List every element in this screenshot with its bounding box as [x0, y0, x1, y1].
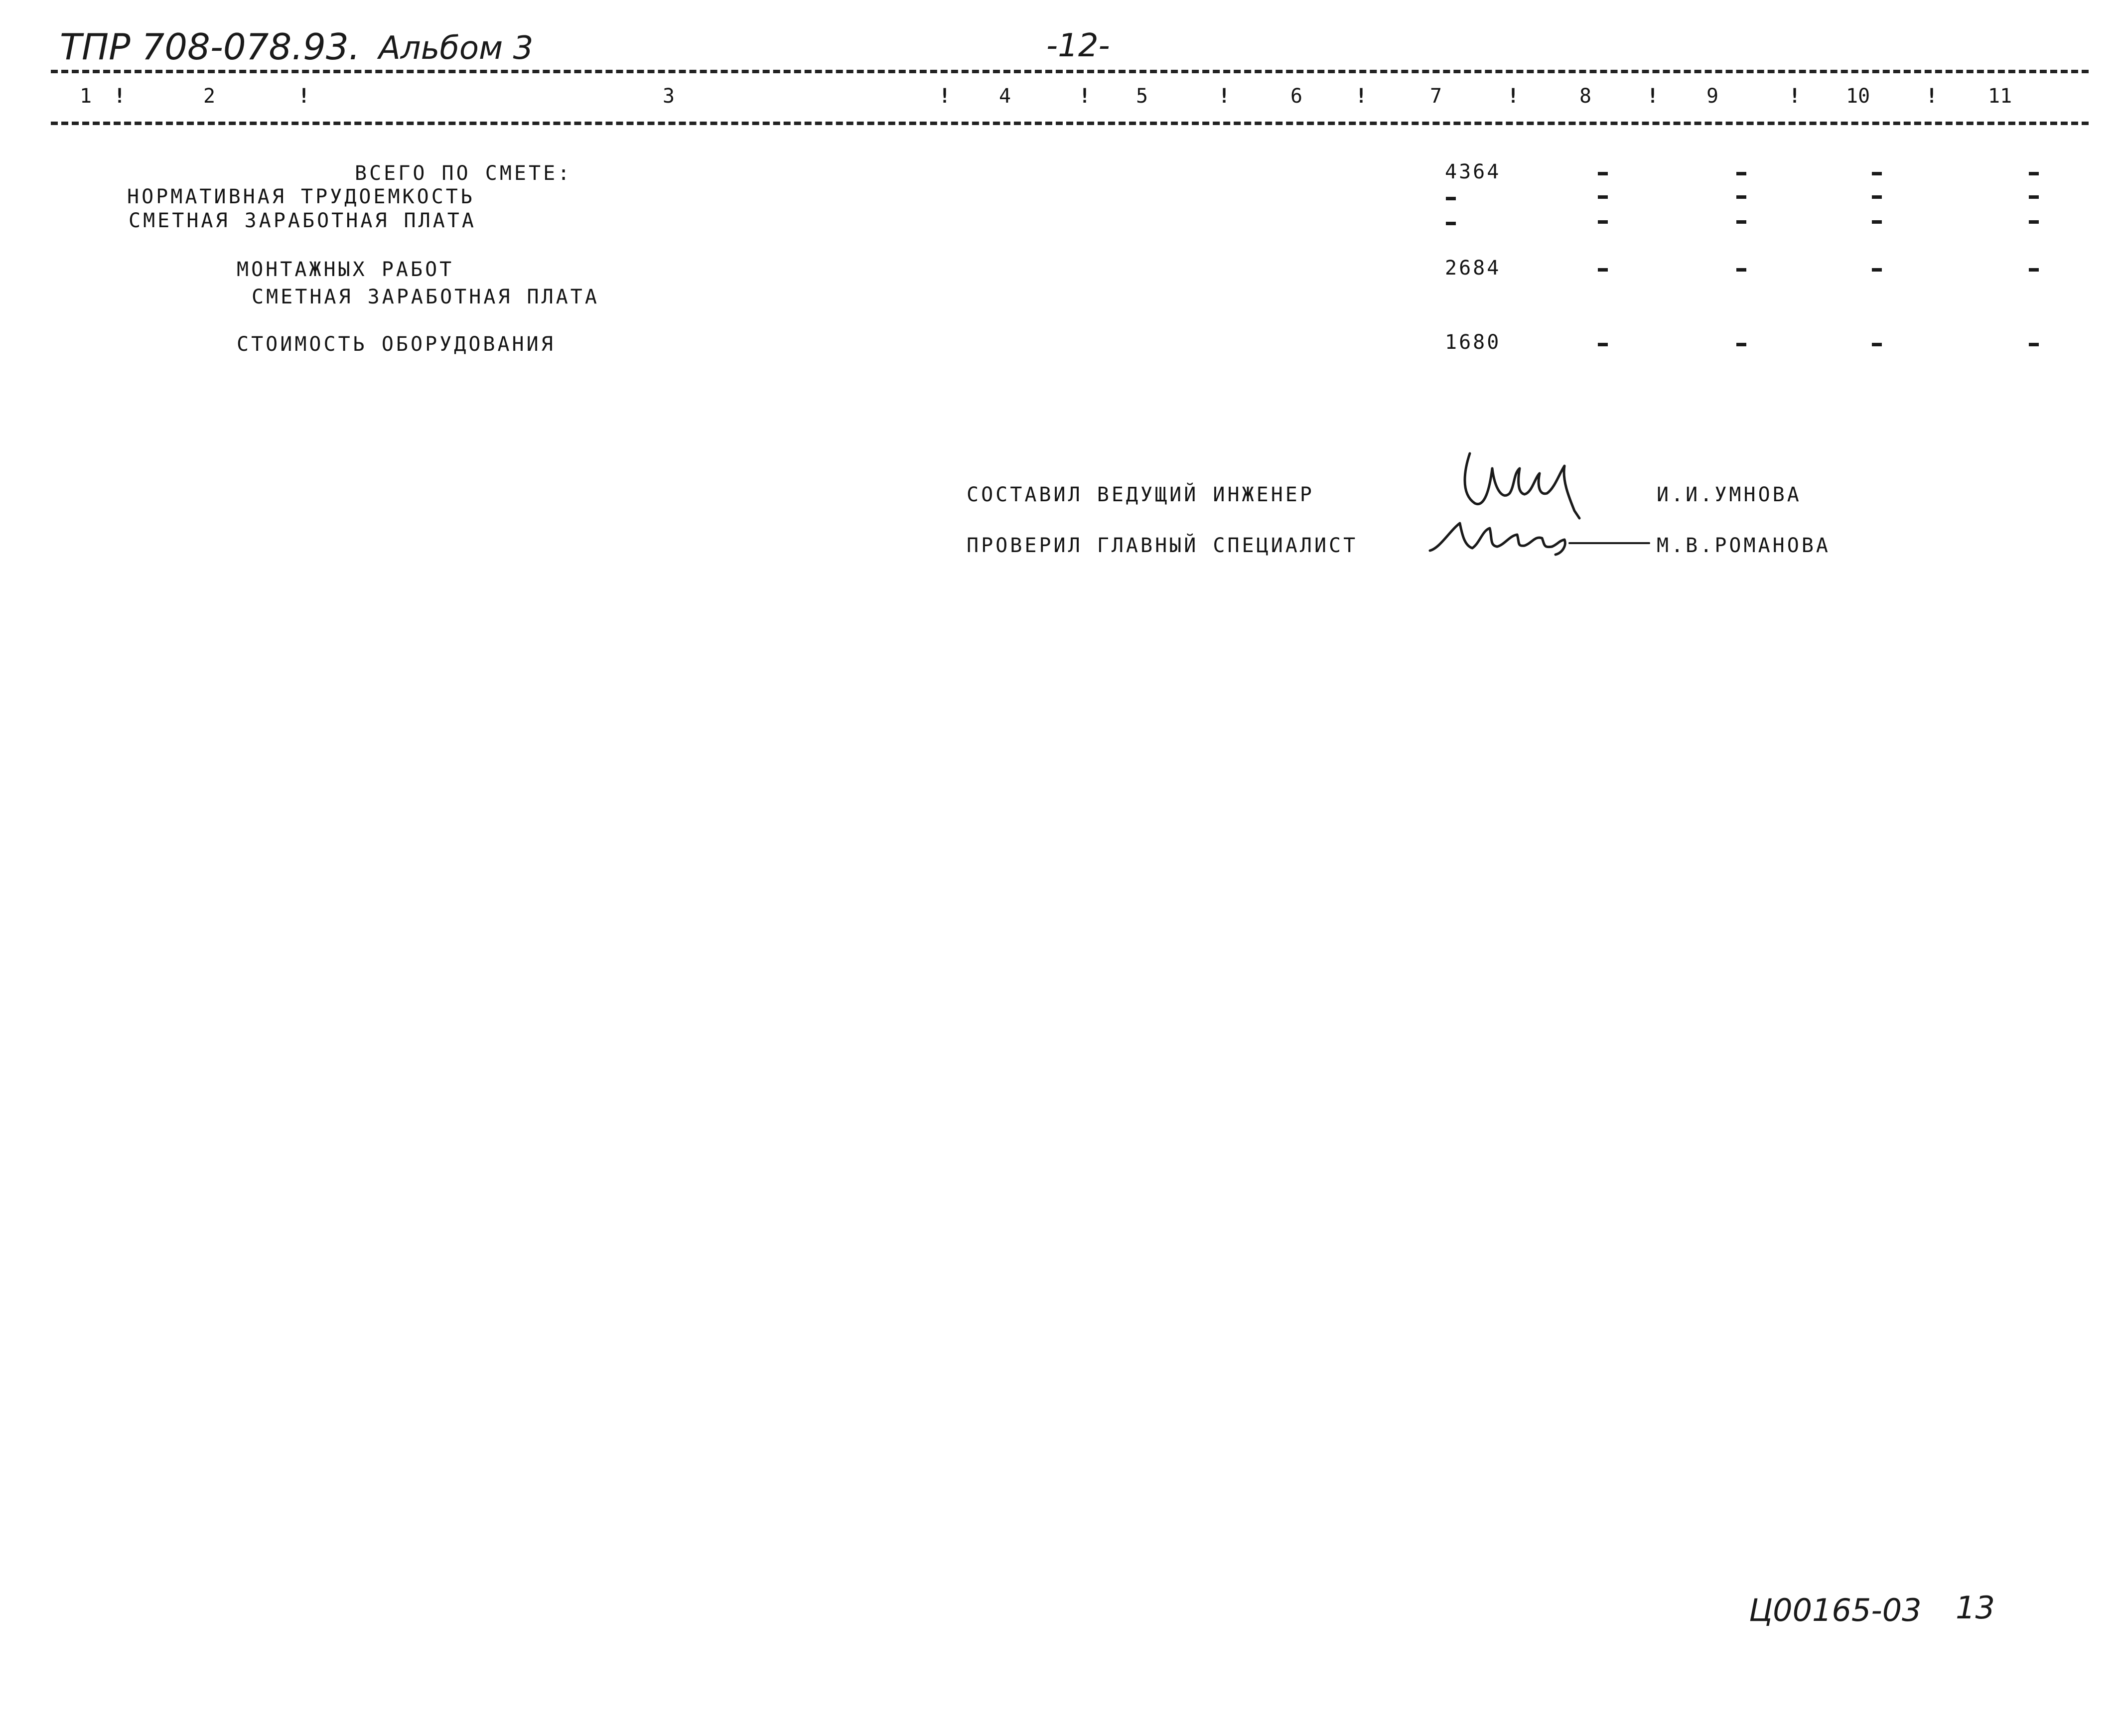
equipment-col7-value: 1680	[1445, 331, 1501, 354]
column-number-4: 4	[999, 85, 1011, 108]
column-number-5: 5	[1136, 85, 1148, 108]
column-separator: !	[114, 85, 126, 108]
album-label: Альбом 3	[379, 30, 534, 67]
labor-col8-value	[1598, 195, 1608, 199]
labor-col11-value	[2029, 195, 2039, 199]
column-separator: !	[939, 85, 951, 108]
sheet-number: 13	[1956, 1590, 1995, 1626]
total-col11-value	[2029, 172, 2039, 175]
compiled-by-name: И.И.УМНОВА	[1657, 483, 1802, 506]
column-number-10: 10	[1846, 85, 1870, 108]
equipment-col8-value	[1598, 343, 1608, 346]
row-label-labor: НОРМАТИВНАЯ ТРУДОЕМКОСТЬ	[127, 185, 475, 208]
column-number-2: 2	[203, 85, 216, 108]
archive-code: Ц00165-03	[1749, 1592, 1922, 1628]
compiled-by-label: СОСТАВИЛ ВЕДУЩИЙ ИНЖЕНЕР	[967, 483, 1314, 506]
column-separator: !	[298, 85, 310, 108]
total-col7-value: 4364	[1445, 160, 1501, 183]
signature-umnova	[1455, 438, 1614, 523]
labor-col7-value	[1446, 197, 1456, 200]
header-bottom-rule	[51, 122, 2089, 125]
column-separator: !	[1647, 85, 1659, 108]
column-separator: !	[1079, 85, 1091, 108]
installation-col8-value	[1598, 268, 1608, 272]
row-label-installation: МОНТАЖНЫХ РАБОТ	[237, 258, 454, 281]
row-label-installation-wages: СМЕТНАЯ ЗАРАБОТНАЯ ПЛАТА	[252, 286, 599, 308]
column-number-8: 8	[1579, 85, 1592, 108]
wages-col9-value	[1736, 220, 1746, 224]
checked-by-name: М.В.РОМАНОВА	[1657, 534, 1831, 557]
page-number: -12-	[1046, 27, 1110, 64]
installation-col7-value: 2684	[1445, 257, 1501, 280]
signature-romanova	[1425, 516, 1654, 561]
column-separator: !	[1926, 85, 1938, 108]
row-label-wages: СМЕТНАЯ ЗАРАБОТНАЯ ПЛАТА	[129, 209, 476, 232]
column-number-9: 9	[1706, 85, 1719, 108]
column-number-3: 3	[663, 85, 675, 108]
header-top-rule	[51, 70, 2089, 73]
wages-col10-value	[1872, 220, 1882, 224]
wages-col7-value	[1446, 222, 1456, 225]
equipment-col10-value	[1872, 343, 1882, 346]
labor-col10-value	[1872, 195, 1882, 199]
row-label-equipment: СТОИМОСТЬ ОБОРУДОВАНИЯ	[237, 333, 556, 356]
equipment-col11-value	[2029, 343, 2039, 346]
total-col9-value	[1736, 172, 1746, 175]
doc-code: ТПР 708-078.93.	[60, 26, 360, 68]
equipment-col9-value	[1736, 343, 1746, 346]
installation-col9-value	[1736, 268, 1746, 272]
installation-col11-value	[2029, 268, 2039, 272]
column-separator: !	[1355, 85, 1368, 108]
labor-col9-value	[1736, 195, 1746, 199]
total-col10-value	[1872, 172, 1882, 175]
column-number-11: 11	[1988, 85, 2012, 108]
total-col8-value	[1598, 172, 1608, 175]
column-separator: !	[1507, 85, 1520, 108]
row-label-total: ВСЕГО ПО СМЕТЕ:	[355, 162, 572, 185]
column-number-7: 7	[1430, 85, 1442, 108]
column-number-1: 1	[80, 85, 92, 108]
wages-col11-value	[2029, 220, 2039, 224]
column-separator: !	[1218, 85, 1231, 108]
checked-by-label: ПРОВЕРИЛ ГЛАВНЫЙ СПЕЦИАЛИСТ	[967, 534, 1358, 557]
column-separator: !	[1789, 85, 1801, 108]
wages-col8-value	[1598, 220, 1608, 224]
installation-col10-value	[1872, 268, 1882, 272]
column-number-6: 6	[1290, 85, 1303, 108]
